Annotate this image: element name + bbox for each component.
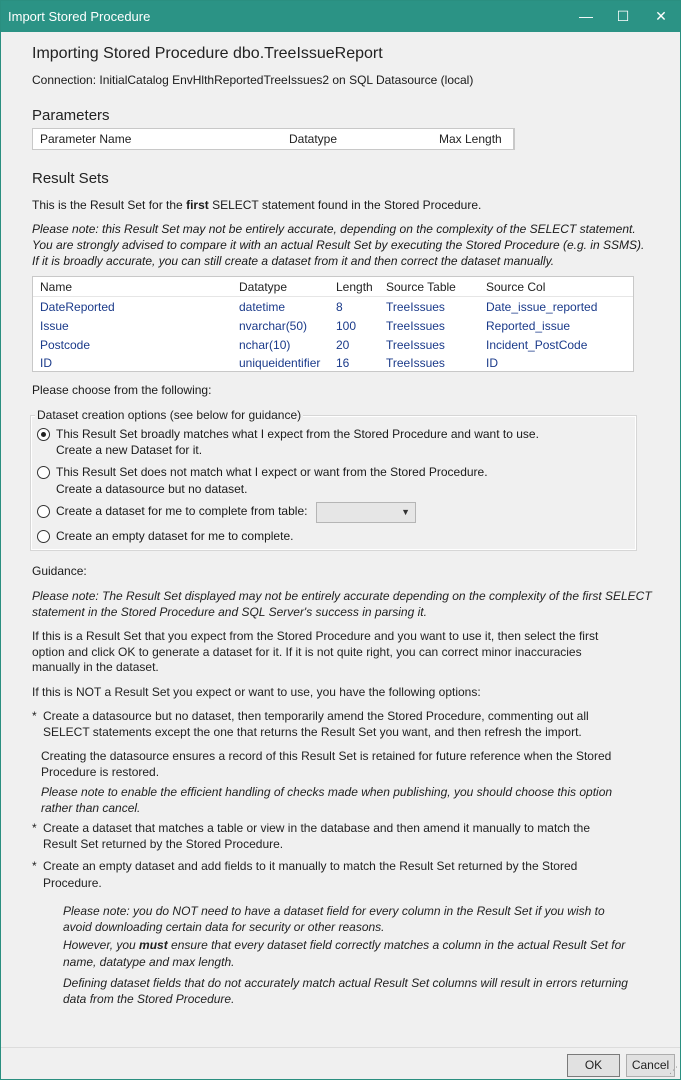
cell-source-col: Incident_PostCode — [486, 338, 588, 352]
intro-text: This is the Result Set for the — [32, 198, 187, 212]
cell-length: 8 — [336, 300, 343, 314]
cell-source-table: TreeIssues — [386, 356, 445, 370]
option-4-radio[interactable] — [37, 530, 50, 543]
result-sets-heading: Result Sets — [32, 170, 109, 187]
result-set-note-1: Please note: this Result Set may not be entirely accurate, depending on the complexity of the SELECT statement. — [32, 222, 636, 236]
note-text-end: ensure that every dataset field correctly matches a column in the actual Result Set for — [167, 938, 626, 952]
table-header — [33, 277, 633, 297]
col-header-name[interactable]: Name — [40, 280, 73, 294]
final-note-2-line-1 — [63, 937, 625, 953]
bullet-3-mark: * — [32, 859, 37, 873]
chevron-down-icon: ▼ — [401, 507, 410, 517]
option-1-radio[interactable] — [37, 428, 50, 441]
table-row[interactable] — [33, 336, 633, 355]
cell-datatype: nchar(10) — [239, 338, 291, 352]
bullet-2-line-1: Create a dataset that matches a table or view in the database and then amend it manually to match the — [43, 821, 590, 835]
cancel-button[interactable]: Cancel — [626, 1054, 675, 1077]
final-note-1-line-2: avoid downloading certain data for security or other reasons. — [63, 920, 385, 934]
option-1-sublabel[interactable]: Create a new Dataset for it. — [56, 443, 203, 457]
guidance-note-line-1: Please note: The Result Set displayed may not be entirely accurate depending on the complexity of the first SELECT — [32, 589, 652, 603]
option-1-label[interactable]: This Result Set broadly matches what I expect from the Stored Procedure and want to use. — [56, 427, 539, 441]
cell-datatype: datetime — [239, 300, 286, 314]
cell-length: 100 — [336, 319, 357, 333]
parameters-heading: Parameters — [32, 107, 110, 124]
cell-source-table: TreeIssues — [386, 319, 445, 333]
final-note-3-line-1: Defining dataset fields that do not accurately match actual Result Set columns will result in errors returning — [63, 976, 628, 990]
bullet-1-sub-line-2: Procedure is restored. — [41, 765, 160, 779]
param-col-name[interactable]: Parameter Name — [40, 132, 132, 146]
bullet-1-line-2: SELECT statements except the one that returns the Result Set you want, and then refresh the import. — [43, 725, 582, 739]
maximize-icon[interactable]: ☐ — [616, 8, 630, 24]
option-2-radio[interactable] — [37, 466, 50, 479]
note-bold: must — [139, 938, 168, 952]
guidance-p3: If this is NOT a Result Set you expect or want to use, you have the following options: — [32, 685, 481, 699]
col-header-source-table[interactable]: Source Table — [386, 280, 456, 294]
guidance-heading: Guidance: — [32, 564, 87, 578]
bullet-1-mark: * — [32, 709, 37, 723]
cell-source-table: TreeIssues — [386, 300, 445, 314]
result-set-intro — [32, 198, 481, 212]
guidance-p2-line-3: manually in the dataset. — [32, 660, 159, 674]
cell-name: DateReported — [40, 300, 115, 314]
col-header-source-col[interactable]: Source Col — [486, 280, 546, 294]
col-header-length[interactable]: Length — [336, 280, 373, 294]
col-header-datatype[interactable]: Datatype — [239, 280, 288, 294]
cell-length: 20 — [336, 338, 350, 352]
option-4-label[interactable]: Create an empty dataset for me to complete. — [56, 529, 294, 543]
title-bar[interactable] — [1, 1, 680, 32]
table-row[interactable] — [33, 354, 633, 373]
option-3-radio[interactable] — [37, 505, 50, 518]
option-2-label[interactable]: This Result Set does not match what I expect or want from the Stored Procedure. — [56, 465, 488, 479]
page-title: Importing Stored Procedure dbo.TreeIssueReport — [32, 45, 383, 62]
footer-divider — [1, 1047, 680, 1048]
cell-source-col: ID — [486, 356, 498, 370]
guidance-p2-line-2: option and click OK to generate a dataset for it. If it is not quite right, you can correct minor inaccuracies — [32, 645, 582, 659]
option-3-label[interactable]: Create a dataset for me to complete from table: — [56, 504, 308, 518]
result-set-table[interactable] — [32, 276, 634, 372]
cell-datatype: uniqueidentifier — [239, 356, 321, 370]
intro-bold: first — [186, 198, 209, 212]
final-note-2-line-2: name, datatype and max length. — [63, 955, 235, 969]
cell-length: 16 — [336, 356, 350, 370]
minimize-icon[interactable]: — — [579, 8, 593, 24]
close-icon[interactable]: ✕ — [655, 8, 667, 24]
choose-label: Please choose from the following: — [32, 383, 212, 397]
cell-source-table: TreeIssues — [386, 338, 445, 352]
cell-name: Issue — [40, 319, 69, 333]
guidance-p2-line-1: If this is a Result Set that you expect from the Stored Procedure and you want to use it, then select the first — [32, 629, 599, 643]
bullet-3-line-1: Create an empty dataset and add fields to it manually to match the Result Set returned by the Stored — [43, 859, 578, 873]
bullet-3-line-2: Procedure. — [43, 876, 102, 890]
bullet-1-note-line-2: rather than cancel. — [41, 801, 141, 815]
bullet-1-note-line-1: Please note to enable the efficient handling of checks made when publishing, you should choose this option — [41, 785, 613, 799]
table-row[interactable] — [33, 298, 633, 317]
note-text: However, you — [63, 938, 140, 952]
result-set-note-2: You are strongly advised to compare it with an actual Result Set by executing the Stored Procedure (e.g. in SSMS). — [32, 238, 645, 252]
result-set-note-3: If it is broadly accurate, you can still create a dataset from it and then correct the dataset manually. — [32, 254, 555, 268]
parameters-table[interactable] — [32, 128, 515, 150]
table-select-dropdown[interactable] — [316, 502, 416, 523]
window-title: Import Stored Procedure — [8, 9, 151, 24]
final-note-3-line-2: data from the Stored Procedure. — [63, 992, 235, 1006]
option-2-sublabel[interactable]: Create a datasource but no dataset. — [56, 482, 248, 496]
cell-source-col: Date_issue_reported — [486, 300, 598, 314]
bullet-1-sub-line-1: Creating the datasource ensures a record of this Result Set is retained for future reference when the Stored — [41, 749, 612, 763]
guidance-note-line-2: statement in the Stored Procedure and SQL Server's success in parsing it. — [32, 605, 427, 619]
final-note-1-line-1: Please note: you do NOT need to have a dataset field for every column in the Result Set if you wish to — [63, 904, 605, 918]
bullet-2-mark: * — [32, 821, 37, 835]
param-col-maxlength[interactable]: Max Length — [439, 132, 502, 146]
ok-button[interactable]: OK — [567, 1054, 620, 1077]
cell-name: ID — [40, 356, 52, 370]
resize-grip-icon[interactable]: ⋰ — [669, 1065, 677, 1075]
options-legend: Dataset creation options (see below for guidance) — [37, 408, 302, 422]
param-col-datatype[interactable]: Datatype — [289, 132, 338, 146]
connection-info: Connection: InitialCatalog EnvHlthReportedTreeIssues2 on SQL Datasource (local) — [32, 73, 474, 87]
bullet-2-line-2: Result Set returned by the Stored Procedure. — [43, 837, 284, 851]
bullet-1-line-1: Create a datasource but no dataset, then temporarily amend the Stored Procedure, commenting out all — [43, 709, 589, 723]
table-row[interactable] — [33, 317, 633, 336]
cell-datatype: nvarchar(50) — [239, 319, 308, 333]
cell-name: Postcode — [40, 338, 91, 352]
intro-text-end: SELECT statement found in the Stored Procedure. — [208, 198, 482, 212]
cell-source-col: Reported_issue — [486, 319, 571, 333]
